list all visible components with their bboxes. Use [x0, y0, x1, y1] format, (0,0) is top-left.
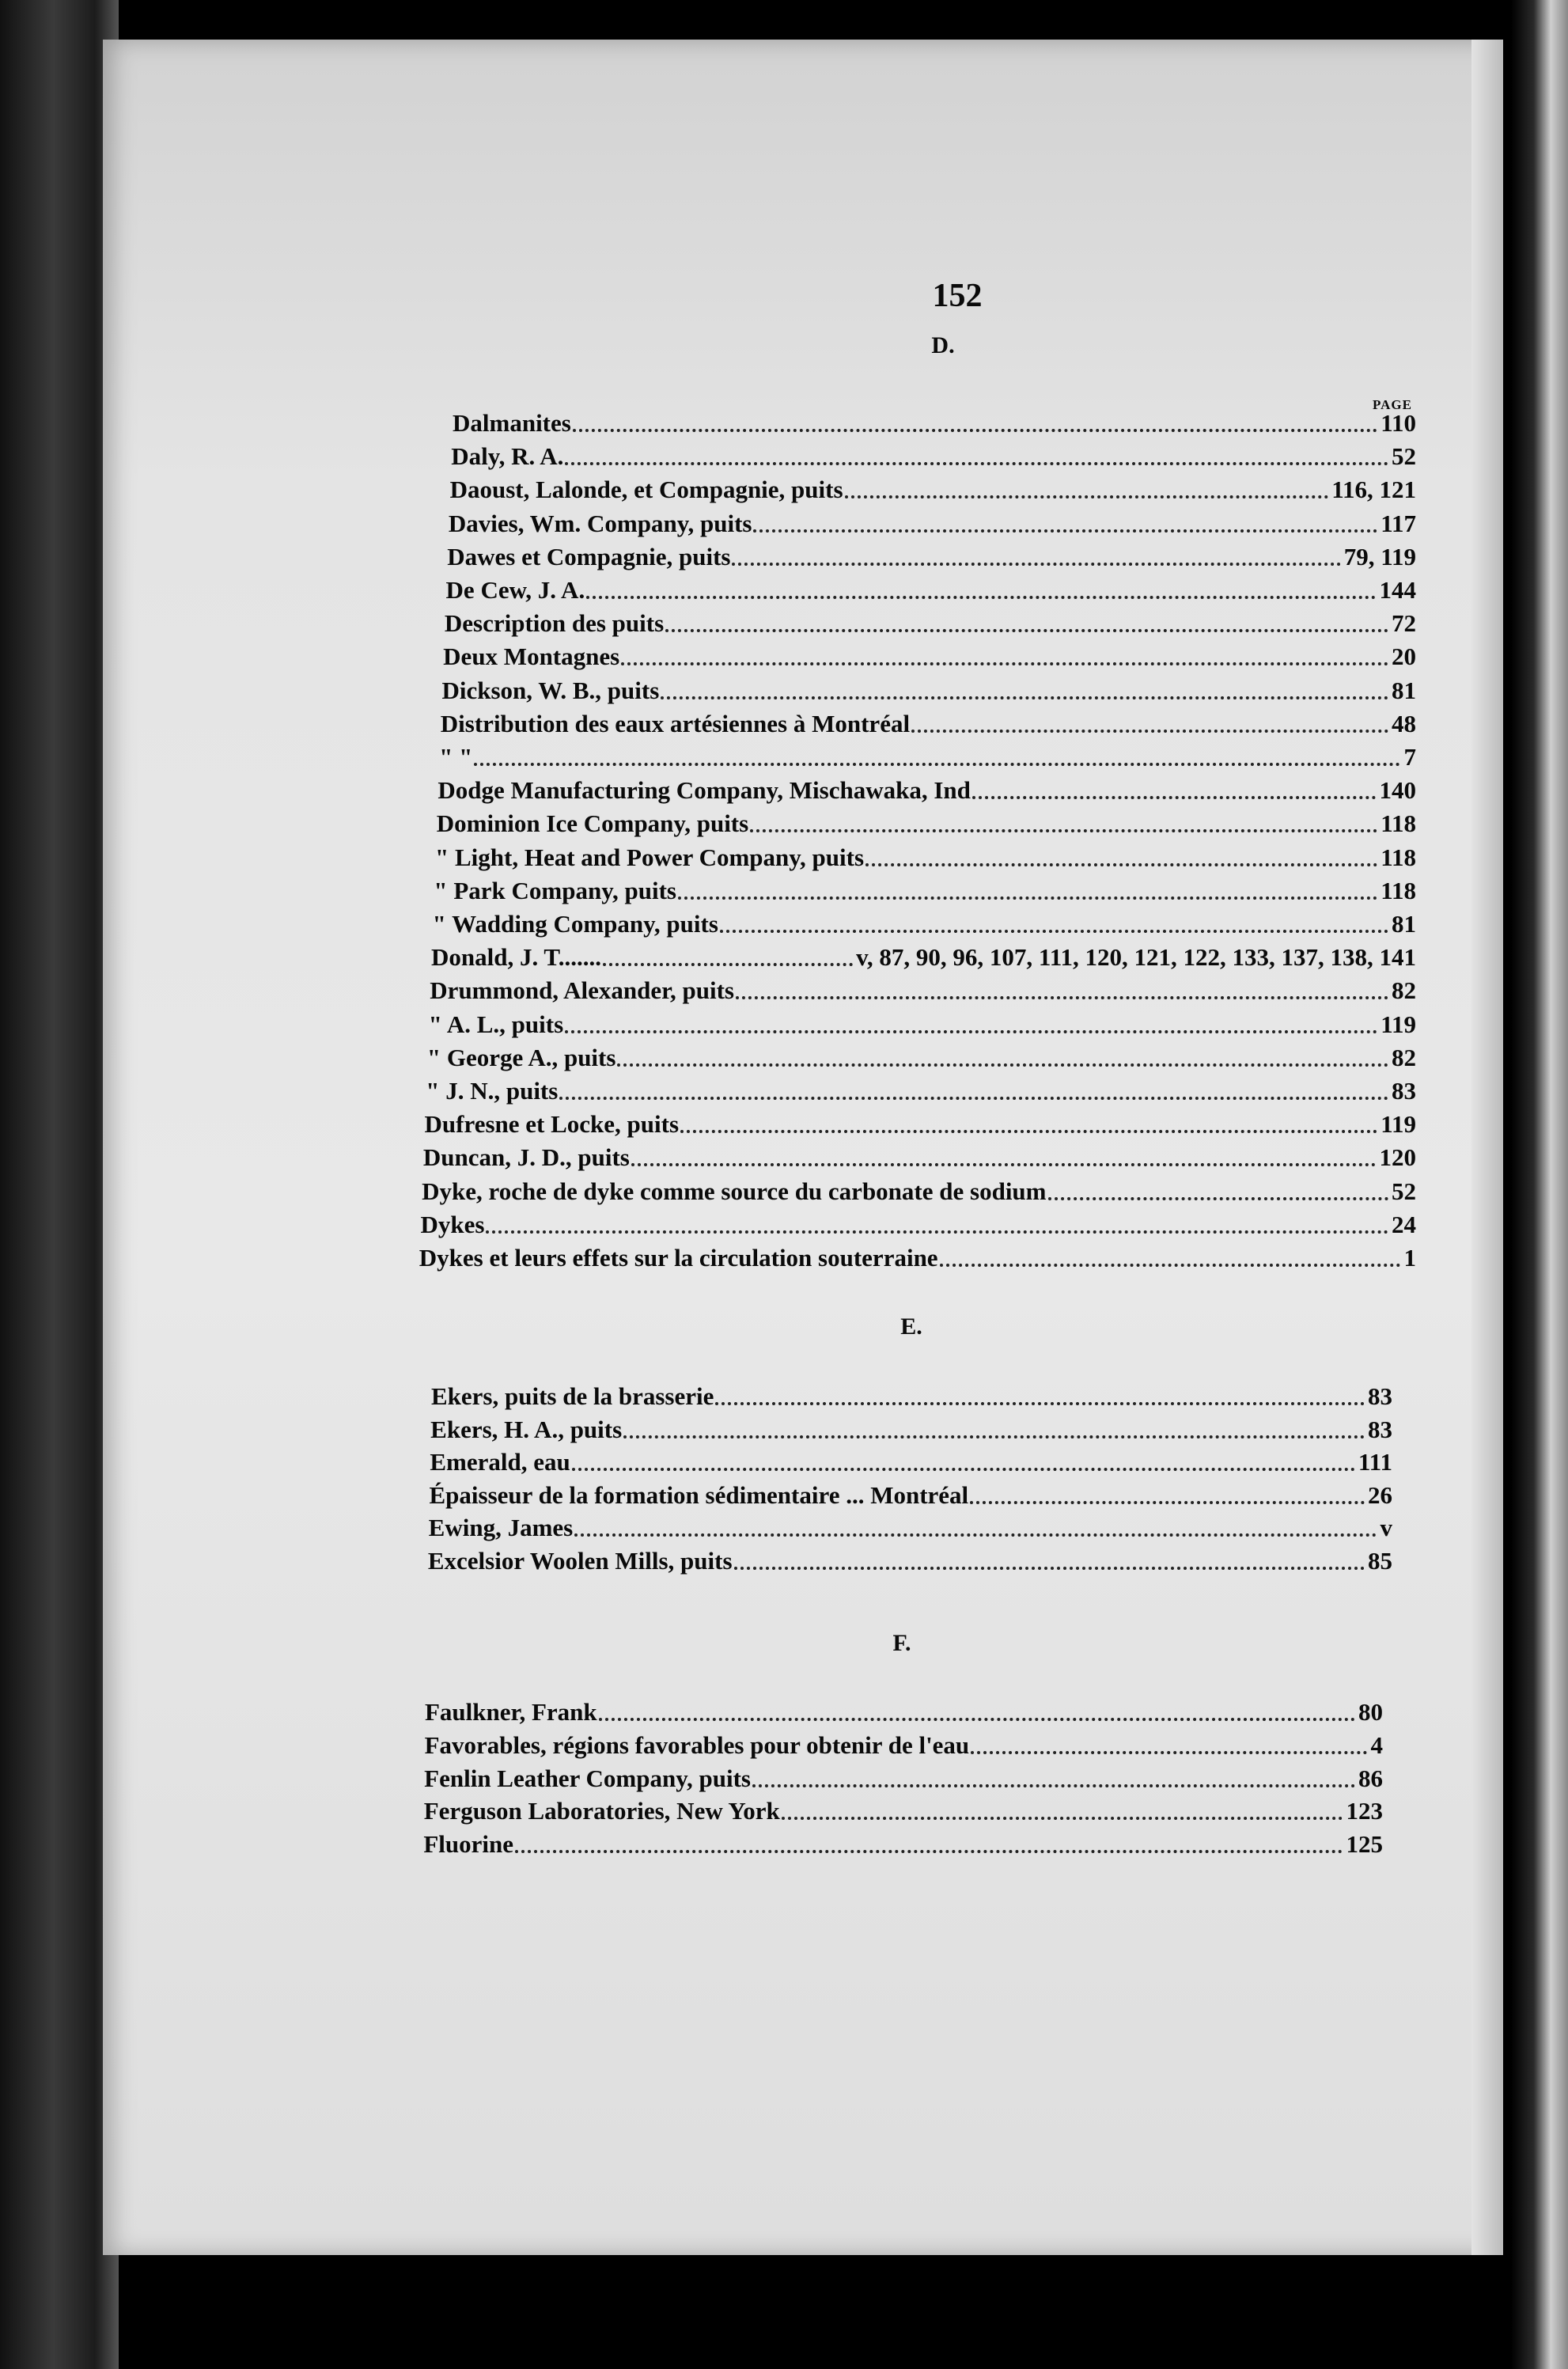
dot-leader — [665, 629, 1388, 632]
dot-leader — [678, 896, 1377, 900]
index-entry — [431, 1375, 1392, 1410]
entry-pages: 20 — [1391, 642, 1416, 671]
entry-pages: 83 — [1368, 1382, 1392, 1410]
entry-pages: 120 — [1379, 1143, 1416, 1172]
index-entry — [437, 802, 1416, 837]
entry-name: Dykes et leurs effets sur la circulation souterraine — [419, 1244, 938, 1272]
index-entry — [425, 1103, 1416, 1138]
entry-name: Drummond, Alexander, puits — [430, 976, 734, 1005]
index-entry — [433, 903, 1416, 938]
entry-pages: 85 — [1367, 1546, 1392, 1575]
index-entry — [451, 435, 1416, 470]
section-letter: F. — [892, 1630, 911, 1656]
entry-pages: 48 — [1391, 709, 1416, 737]
dot-leader — [715, 1402, 1365, 1405]
entry-pages: 80 — [1358, 1698, 1383, 1726]
dot-leader — [474, 763, 1400, 766]
index-entry — [419, 1237, 1416, 1272]
entry-name: Daoust, Lalonde, et Compagnie, puits — [449, 476, 843, 504]
entry-name: Dawes et Compagnie, puits — [447, 542, 731, 570]
entry-name: Dykes — [420, 1210, 485, 1238]
dot-leader — [559, 1097, 1388, 1100]
entry-pages: 1 — [1403, 1244, 1416, 1272]
entry-name: Fluorine — [423, 1830, 513, 1859]
entry-pages: 110 — [1381, 409, 1416, 437]
index-entry — [443, 635, 1416, 670]
entry-pages: v — [1380, 1514, 1392, 1541]
index-entry — [441, 669, 1416, 704]
entry-pages: 79, 119 — [1343, 542, 1416, 570]
entry-pages: 118 — [1381, 843, 1416, 871]
dot-leader — [732, 563, 1340, 566]
entry-name: Dalmanites — [453, 409, 571, 437]
entry-name: Dominion Ice Company, puits — [436, 809, 749, 838]
dot-leader — [621, 662, 1388, 665]
section-letter: E. — [900, 1313, 922, 1340]
entry-pages: 26 — [1367, 1480, 1392, 1509]
entry-pages: 144 — [1379, 576, 1416, 604]
entry-name: Davies, Wm. Company, puits — [448, 509, 752, 537]
entry-pages: 86 — [1358, 1764, 1383, 1792]
entry-pages: 116, 121 — [1331, 476, 1416, 504]
index-entry — [423, 1136, 1416, 1171]
index-entry — [425, 1691, 1383, 1726]
entry-pages: 119 — [1381, 1010, 1416, 1038]
index-entry — [453, 402, 1416, 437]
entry-name: Deux Montagnes — [443, 642, 620, 671]
index-entry — [430, 1408, 1392, 1443]
dot-leader — [1048, 1197, 1388, 1200]
entry-name: Duncan, J. D., puits — [422, 1143, 630, 1172]
entry-name: Excelsior Woolen Mills, puits — [427, 1546, 733, 1575]
entry-pages: 82 — [1391, 976, 1416, 1005]
entry-pages: 117 — [1381, 509, 1416, 537]
dot-leader — [972, 796, 1377, 799]
entry-name: Ferguson Laboratories, New York — [423, 1797, 780, 1825]
index-entry — [430, 1441, 1392, 1476]
entry-pages: 140 — [1379, 776, 1416, 805]
index-entry — [430, 1474, 1392, 1509]
dot-leader — [720, 930, 1388, 933]
dot-leader — [565, 462, 1388, 465]
dot-leader — [631, 1163, 1377, 1166]
entry-name: " Light, Heat and Power Company, puits — [435, 843, 865, 871]
dot-leader — [971, 1751, 1367, 1754]
index-entry — [424, 1790, 1383, 1825]
entry-name: Ekers, H. A., puits — [430, 1415, 623, 1443]
entry-pages: 118 — [1381, 809, 1416, 838]
entry-name: Ekers, puits de la brasserie — [431, 1382, 714, 1410]
index-entry — [446, 569, 1416, 604]
entry-pages: 119 — [1381, 1110, 1416, 1139]
entry-pages: 72 — [1391, 609, 1416, 638]
entry-pages: 24 — [1391, 1210, 1416, 1238]
entry-name: " A. L., puits — [428, 1010, 564, 1038]
index-entry — [424, 1757, 1383, 1792]
page-column-label: PAGE — [1373, 397, 1412, 412]
index-entry — [450, 468, 1416, 503]
dot-leader — [486, 1230, 1388, 1234]
index-entry — [425, 1724, 1383, 1759]
dot-leader — [736, 996, 1388, 999]
entry-name: " Wadding Company, puits — [432, 910, 718, 938]
dot-leader — [573, 429, 1377, 432]
entry-name: Faulkner, Frank — [425, 1698, 597, 1726]
entry-name: Favorables, régions favorables pour obtenir de l'eau — [424, 1730, 970, 1759]
entry-pages: 83 — [1391, 1077, 1416, 1105]
dot-leader — [753, 529, 1377, 533]
entry-name: Daly, R. A. — [451, 442, 564, 471]
index-entry — [430, 969, 1416, 1004]
section-letter: D. — [931, 332, 955, 358]
dot-leader — [617, 1063, 1388, 1067]
page-number: 152 — [932, 278, 983, 314]
entry-pages: 52 — [1391, 1177, 1416, 1205]
entry-pages: 82 — [1391, 1043, 1416, 1071]
entry-name: Dyke, roche de dyke comme source du carbonate de sodium — [422, 1177, 1047, 1205]
entry-name: Fenlin Leather Company, puits — [424, 1764, 751, 1792]
entry-name: Dodge Manufacturing Company, Mischawaka, Ind — [437, 776, 971, 805]
index-entry — [427, 1037, 1416, 1071]
dot-leader — [565, 1030, 1377, 1033]
index-entry — [426, 1070, 1416, 1105]
dot-leader — [782, 1817, 1343, 1820]
index-entry — [434, 870, 1416, 904]
dot-leader — [661, 696, 1388, 699]
dot-leader — [911, 730, 1388, 733]
entry-pages: 111 — [1358, 1448, 1392, 1476]
dot-leader — [734, 1567, 1365, 1570]
dot-leader — [515, 1850, 1343, 1853]
index-entry — [447, 536, 1416, 570]
dot-leader — [599, 1718, 1355, 1721]
dot-leader — [680, 1130, 1377, 1133]
index-entry — [431, 936, 1416, 971]
index-entry — [429, 1507, 1392, 1541]
index-entry — [428, 1540, 1392, 1575]
entry-pages: 123 — [1346, 1797, 1383, 1825]
dot-leader — [586, 596, 1376, 599]
entry-name: De Cew, J. A. — [445, 576, 585, 604]
entry-name: " George A., puits — [426, 1043, 616, 1071]
dot-leader — [572, 1468, 1355, 1471]
entry-pages: 83 — [1367, 1415, 1392, 1443]
entry-name: " " — [439, 743, 473, 771]
entry-name: Distribution des eaux artésiennes à Montréal — [440, 709, 911, 737]
entry-name: Dufresne et Locke, puits — [424, 1110, 680, 1139]
entry-name: Dickson, W. B., puits — [441, 676, 660, 704]
entry-name: Emerald, eau — [430, 1448, 570, 1476]
dot-leader — [845, 495, 1329, 498]
dot-leader — [752, 1784, 1355, 1787]
entry-pages: 52 — [1391, 442, 1416, 471]
entry-pages: v, 87, 90, 96, 107, 111, 120, 121, 122, 133, 137, 138, 141 — [856, 943, 1416, 972]
index-entry — [437, 769, 1416, 804]
entry-name: Description des puits — [444, 609, 665, 638]
entry-name: Ewing, James — [428, 1514, 574, 1541]
index-entry — [445, 602, 1416, 637]
dot-leader — [970, 1501, 1365, 1504]
dot-leader — [603, 963, 853, 966]
entry-pages: 4 — [1370, 1730, 1383, 1759]
dot-leader — [574, 1533, 1377, 1537]
dot-leader — [750, 829, 1377, 832]
entry-pages: 81 — [1391, 910, 1416, 938]
entry-pages: 125 — [1346, 1830, 1383, 1859]
entry-name: " Park Company, puits — [434, 876, 676, 904]
entry-pages: 81 — [1391, 676, 1416, 704]
index-entry — [449, 502, 1416, 537]
dot-leader — [623, 1435, 1365, 1438]
index-entry — [441, 703, 1416, 737]
dot-leader — [940, 1264, 1401, 1267]
index-entry — [439, 736, 1416, 771]
index-entry — [429, 1003, 1416, 1038]
entry-pages: 118 — [1381, 876, 1416, 904]
entry-name: Donald, J. T....... — [430, 943, 602, 972]
dot-leader — [865, 863, 1377, 866]
index-entry — [435, 836, 1416, 871]
entry-pages: 7 — [1403, 743, 1416, 771]
entry-name: Épaisseur de la formation sédimentaire ... Montréal — [429, 1480, 969, 1509]
index-entry — [423, 1823, 1383, 1858]
index-entry — [422, 1170, 1416, 1205]
entry-name: " J. N., puits — [426, 1077, 559, 1105]
index-entry — [420, 1203, 1416, 1238]
